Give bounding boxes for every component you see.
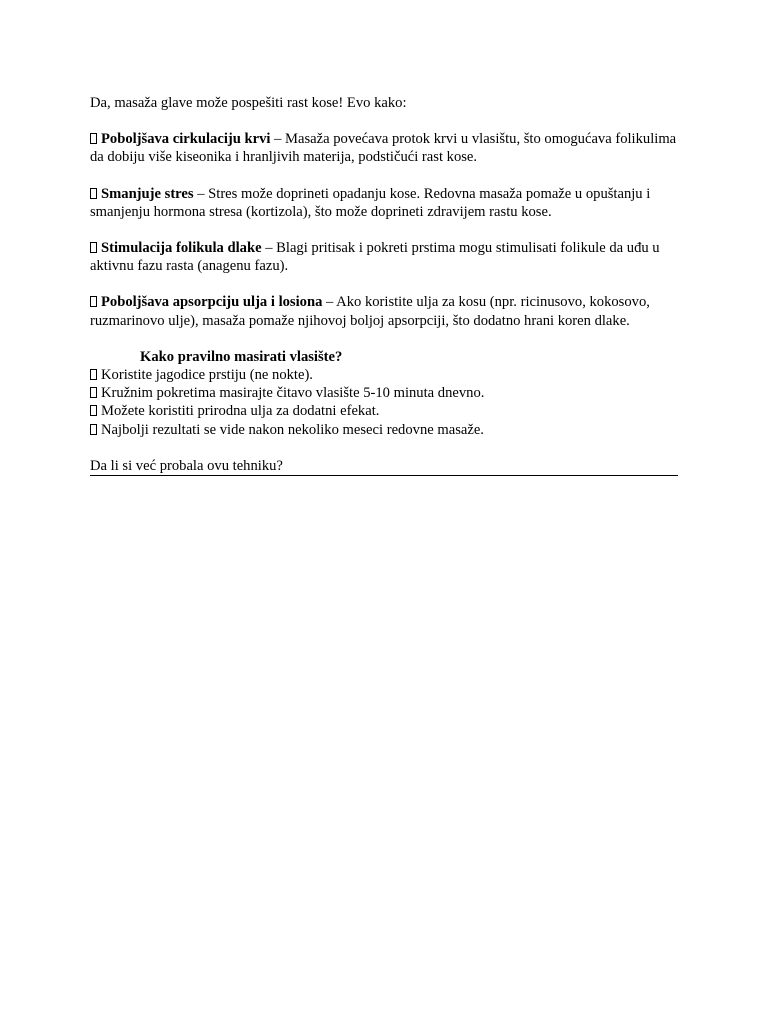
howto-heading: Kako pravilno masirati vlasište? (140, 348, 343, 365)
tip-text: Kružnim pokretima masirajte čitavo vlasište 5-10 minuta dnevno. (101, 385, 485, 402)
tip-item (90, 366, 680, 384)
benefit-title: Stimulacija folikula dlake (101, 240, 262, 257)
tip-item (90, 421, 680, 439)
tip-item (90, 384, 680, 402)
intro-paragraph: Da, masaža glave može pospešiti rast kose! Evo kako: (90, 95, 407, 111)
closing-question: Da li si već probala ovu tehniku? (90, 457, 678, 476)
benefit-paragraph (90, 130, 680, 166)
benefit-text: – Stres može doprineti opadanju kose. Redovna masaža pomaže u opuštanju i smanjenju hormona stresa (kortizola), što može doprineti zdravijem rastu kose. (90, 185, 651, 220)
tip-text: Koristite jagodice prstiju (ne nokte). (101, 367, 313, 384)
benefit-paragraph (90, 239, 680, 275)
benefit-paragraph (90, 293, 680, 329)
tip-text: Možete koristiti prirodna ulja za dodatni efekat. (101, 403, 380, 420)
missing-glyph-icon (90, 405, 97, 416)
tip-item (90, 402, 680, 420)
benefit-text: – Masaža povećava protok krvi u vlasištu, što omogućava folikulima da dobiju više kiseonika i hranljivih materija, podstičući rast kose. (90, 131, 677, 166)
benefit-title: Smanjuje stres (101, 185, 194, 202)
benefit-text: – Blagi pritisak i pokreti prstima mogu stimulisati folikule da uđu u aktivnu fazu rasta (anagenu fazu). (90, 240, 660, 275)
missing-glyph-icon (90, 387, 97, 398)
missing-glyph-icon (90, 369, 97, 380)
missing-glyph-icon (90, 296, 97, 307)
benefit-paragraph (90, 185, 680, 221)
missing-glyph-icon (90, 133, 97, 144)
benefit-title: Poboljšava cirkulaciju krvi (101, 131, 271, 148)
tip-text: Najbolji rezultati se vide nakon nekoliko meseci redovne masaže. (101, 421, 484, 438)
missing-glyph-icon (90, 188, 97, 199)
benefit-title: Poboljšava apsorpciju ulja i losiona (101, 294, 323, 311)
missing-glyph-icon (90, 242, 97, 253)
document-page (90, 94, 680, 476)
benefit-text: – Ako koristite ulja za kosu (npr. ricinusovo, kokosovo, ruzmarinovo ulje), masaža pomaže njihovoj boljoj apsorpciji, što dodatno hrani koren dlake. (90, 294, 650, 329)
missing-glyph-icon (90, 424, 97, 435)
